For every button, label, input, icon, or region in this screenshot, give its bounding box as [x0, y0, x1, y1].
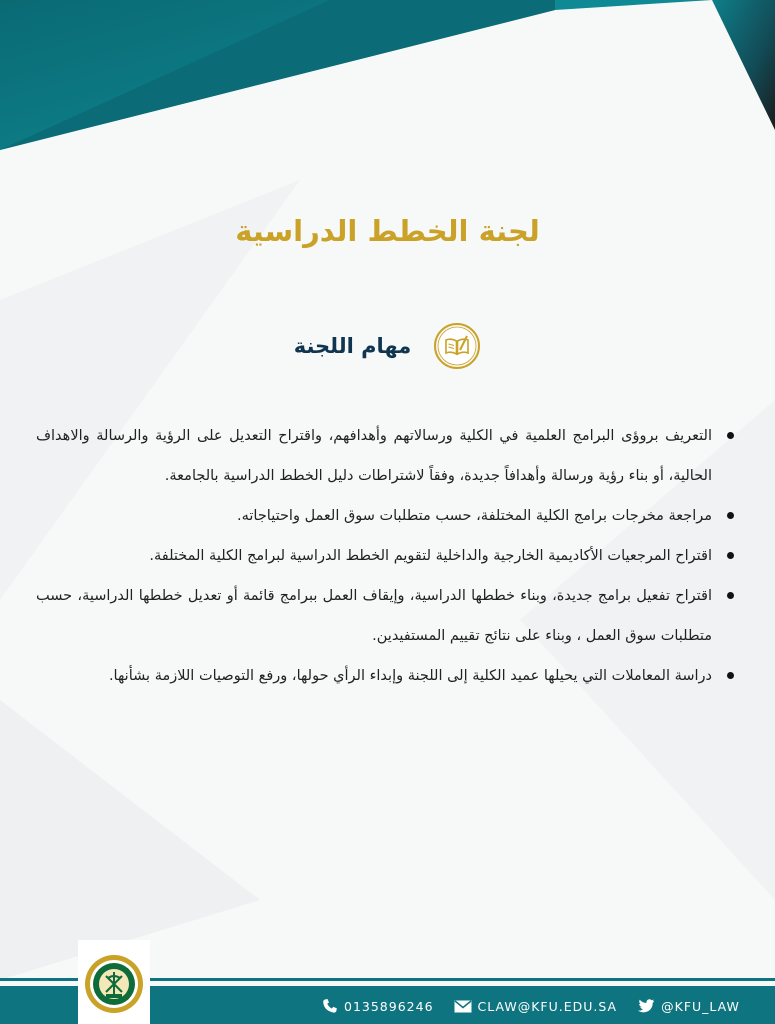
- task-item: مراجعة مخرجات برامج الكلية المختلفة، حسب متطلبات سوق العمل واحتياجاته.: [36, 496, 738, 536]
- section-title: مهام اللجنة: [293, 334, 412, 358]
- twitter-contact[interactable]: [637, 999, 740, 1014]
- task-item: اقتراح تفعيل برامج جديدة، وبناء خططها الدراسية، وإيقاف العمل ببرامج قائمة أو تعديل خططها الدراسية، حسب متطلبات سوق العمل ، وبناء على نتائج تقييم المستفيدين.: [36, 576, 738, 656]
- task-item: التعريف بروؤى البرامج العلمية في الكلية ورسالاتهم وأهدافهم، واقتراح التعديل على الرؤية والرسالة والاهداف الحالية، أو بناء رؤية ورسالة وأهدافاً جديدة، وفقاً لاشتراطات دليل الخطط الدراسية بالجامعة.: [36, 416, 738, 496]
- email-address: CLAW@KFU.EDU.SA: [477, 998, 618, 1014]
- phone-number: 0135896246: [344, 998, 434, 1014]
- university-logo: [84, 954, 144, 1014]
- mail-icon: [454, 1000, 472, 1013]
- task-item: اقتراح المرجعيات الأكاديمية الخارجية والداخلية لتقويم الخطط الدراسية لبرامج الكلية المختلفة.: [36, 536, 738, 576]
- task-item: دراسة المعاملات التي يحيلها عميد الكلية إلى اللجنة وإبداء الرأي حولها، ورفع التوصيات اللازمة بشأنها.: [36, 656, 738, 696]
- tasks-list: [36, 416, 738, 696]
- twitter-icon: [637, 999, 655, 1014]
- contact-info: [322, 995, 760, 1017]
- twitter-handle: @KFU_LAW: [661, 998, 740, 1014]
- open-book-pen-icon: [433, 322, 481, 370]
- page-title: لجنة الخطط الدراسية: [235, 214, 540, 248]
- phone-icon: [322, 998, 338, 1014]
- phone-contact[interactable]: [322, 998, 434, 1014]
- section-header: [0, 322, 775, 370]
- email-contact[interactable]: [454, 999, 618, 1014]
